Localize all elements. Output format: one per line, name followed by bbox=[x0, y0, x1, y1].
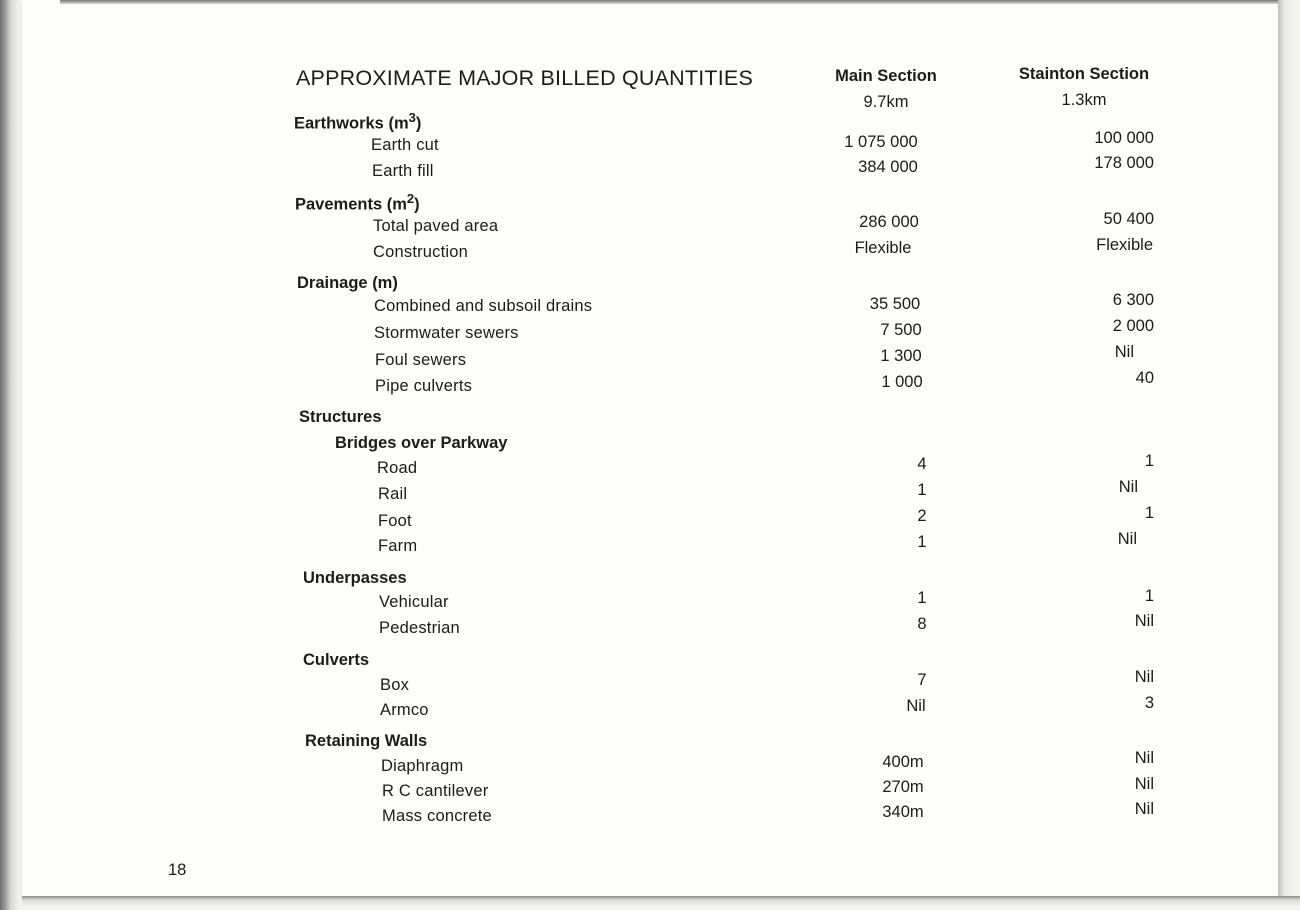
row-label: Foul sewers bbox=[375, 351, 467, 369]
row-label: Stormwater sewers bbox=[374, 324, 519, 342]
stainton-section-value: 6 300 bbox=[1112, 291, 1154, 309]
stainton-section-value: 1 bbox=[1144, 504, 1154, 522]
stainton-section-value: Nil bbox=[1134, 775, 1154, 793]
row-label: Construction bbox=[373, 243, 469, 261]
stainton-section-value: 178 000 bbox=[1094, 154, 1154, 172]
stainton-section-value: Nil bbox=[1117, 530, 1137, 548]
unit-superscript: 3 bbox=[408, 110, 416, 125]
row-label: Vehicular bbox=[379, 593, 449, 611]
group-heading-label: Pavements (m bbox=[295, 195, 407, 214]
main-section-value: 340m bbox=[882, 803, 924, 821]
book-binding-edge bbox=[0, 0, 22, 910]
stainton-section-value: 3 bbox=[1144, 694, 1154, 712]
stainton-section-value: Nil bbox=[1118, 478, 1138, 496]
row-label: Pipe culverts bbox=[375, 377, 473, 395]
main-section-value: 384 000 bbox=[858, 158, 918, 176]
unit-superscript: 2 bbox=[406, 191, 415, 206]
main-section-value: 7 500 bbox=[880, 321, 922, 339]
column-heading-main-section: Main Section bbox=[835, 67, 937, 85]
row-label: Farm bbox=[378, 537, 418, 555]
stainton-section-value: Nil bbox=[1134, 668, 1154, 686]
row-label: Mass concrete bbox=[382, 807, 492, 825]
main-section-value: 270m bbox=[882, 778, 924, 796]
page-top-edge bbox=[60, 0, 1278, 4]
group-heading-label: Earthworks (m bbox=[294, 114, 409, 133]
main-section-value: Nil bbox=[906, 697, 926, 715]
main-section-value: 1 000 bbox=[881, 373, 923, 391]
row-label: Foot bbox=[378, 512, 412, 530]
row-label: Rail bbox=[378, 485, 408, 503]
group-heading-structures: Structures bbox=[299, 408, 382, 426]
group-heading-earthworks bbox=[294, 110, 421, 134]
subgroup-heading-bridges: Bridges over Parkway bbox=[335, 434, 508, 452]
main-section-value: 400m bbox=[882, 753, 924, 771]
main-section-value: Flexible bbox=[854, 239, 912, 257]
subgroup-heading-retaining-walls: Retaining Walls bbox=[305, 732, 428, 750]
row-label: Earth cut bbox=[371, 136, 439, 154]
row-label: Road bbox=[377, 459, 418, 477]
stainton-section-value: 100 000 bbox=[1094, 129, 1154, 147]
group-heading-drainage: Drainage (m) bbox=[297, 274, 398, 292]
stainton-section-value: Nil bbox=[1134, 612, 1154, 630]
stainton-section-value: 2 000 bbox=[1112, 317, 1154, 335]
subgroup-heading-underpasses: Underpasses bbox=[303, 569, 407, 587]
row-label: Combined and subsoil drains bbox=[374, 297, 593, 315]
stainton-section-value: Nil bbox=[1114, 343, 1134, 361]
main-section-value: 1 bbox=[917, 589, 927, 607]
stainton-section-value: 40 bbox=[1135, 369, 1154, 387]
main-section-value: 286 000 bbox=[859, 213, 919, 231]
main-section-value: 1 bbox=[917, 533, 927, 551]
page-number: 18 bbox=[168, 861, 187, 879]
stainton-section-value: 50 400 bbox=[1103, 210, 1154, 228]
main-section-value: 8 bbox=[917, 615, 927, 633]
row-label: Pedestrian bbox=[379, 619, 460, 637]
page-title: APPROXIMATE MAJOR BILLED QUANTITIES bbox=[296, 66, 753, 90]
page-right-edge bbox=[1278, 0, 1300, 896]
stainton-section-value: Nil bbox=[1134, 800, 1154, 818]
row-label: Earth fill bbox=[372, 162, 434, 180]
column-heading-stainton-section: Stainton Section bbox=[1018, 65, 1150, 83]
row-label: Armco bbox=[380, 701, 429, 719]
main-section-value: 4 bbox=[917, 455, 927, 473]
main-section-value: 7 bbox=[917, 671, 927, 689]
column-length-stainton-section: 1.3km bbox=[1061, 91, 1107, 109]
main-section-value: 2 bbox=[917, 507, 927, 525]
row-label: Total paved area bbox=[373, 217, 499, 235]
row-label: R C cantilever bbox=[382, 782, 489, 800]
stainton-section-value: Flexible bbox=[1096, 236, 1153, 254]
group-heading-label-end: ) bbox=[414, 195, 420, 214]
page-bottom-edge bbox=[22, 896, 1300, 910]
group-heading-label-end: ) bbox=[415, 114, 422, 133]
subgroup-heading-culverts: Culverts bbox=[303, 651, 370, 669]
main-section-value: 1 300 bbox=[880, 347, 922, 365]
stainton-section-value: 1 bbox=[1144, 452, 1154, 470]
main-section-value: 1 075 000 bbox=[844, 133, 918, 151]
column-length-main-section: 9.7km bbox=[863, 93, 909, 111]
stainton-section-value: Nil bbox=[1134, 749, 1154, 767]
main-section-value: 35 500 bbox=[869, 295, 921, 313]
group-heading-pavements bbox=[295, 191, 420, 215]
row-label: Diaphragm bbox=[381, 757, 464, 775]
main-section-value: 1 bbox=[917, 481, 927, 499]
row-label: Box bbox=[380, 676, 410, 694]
stainton-section-value: 1 bbox=[1144, 587, 1154, 605]
